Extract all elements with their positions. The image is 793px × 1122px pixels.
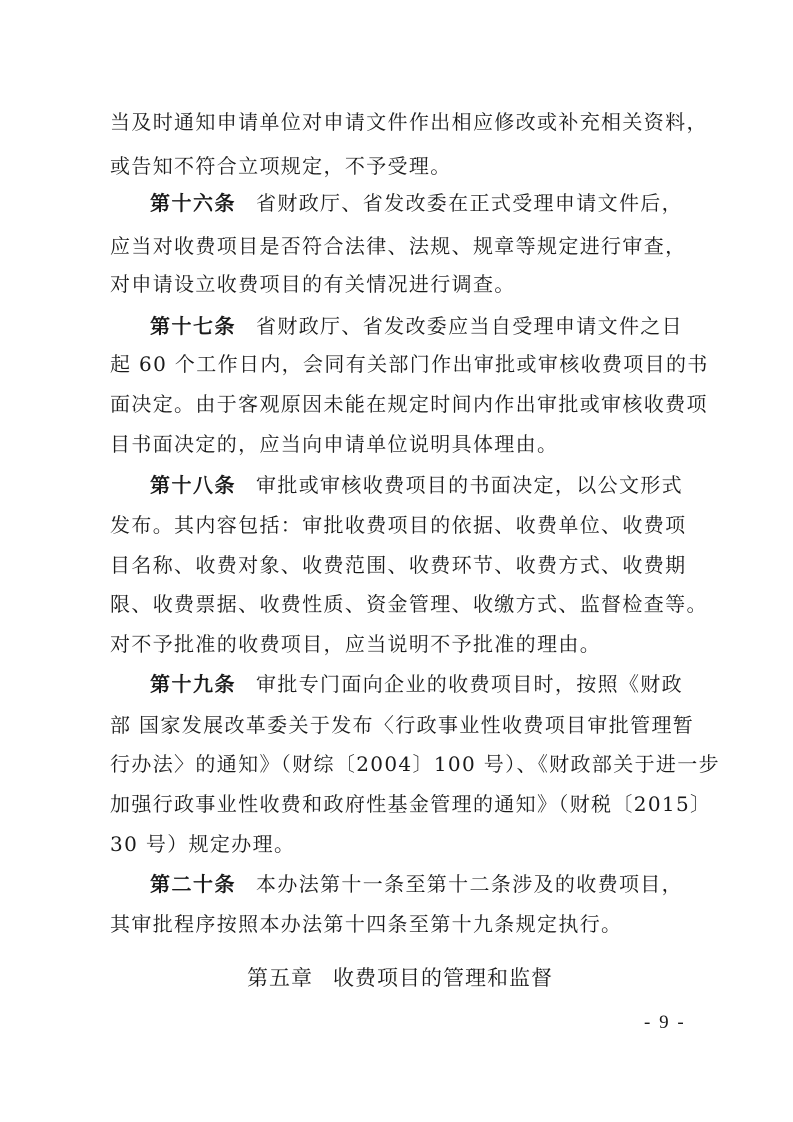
article-number: 第十八条 [150,473,236,497]
body-text-line: 发布。其内容包括：审批收费项目的依据、收费单位、收费项 [110,513,687,537]
chapter-heading [247,963,553,993]
body-text-line: 应当对收费项目是否符合法律、法规、规章等规定进行审查， [110,234,687,258]
body-text-line: 30 号）规定办理。 [110,832,296,856]
body-text-line: 目名称、收费对象、收费范围、收费环节、收费方式、收费期 [110,553,687,577]
body-text-line: 面决定。由于客观原因未能在规定时间内作出审批或审核收费项 [110,392,708,416]
body-text-line: 目书面决定的，应当向申请单位说明具体理由。 [110,432,559,456]
article-number: 第十九条 [150,672,236,696]
article-16-first-line: 第十六条 省财政厅、省发改委在正式受理申请文件后， [150,191,683,215]
chapter-title: 收费项目的管理和监督 [333,966,553,990]
body-text-line: 行办法〉的通知》（财综〔2004〕100 号）、《财政部关于进一步 [110,752,720,776]
article-number: 第十七条 [150,314,236,338]
article-17-first-line: 第十七条 省财政厅、省发改委应当自受理申请文件之日 [150,314,683,338]
page-number: - 9 - [644,1012,686,1033]
body-text-line: 或告知不符合立项规定，不予受理。 [110,154,452,178]
article-number: 第二十条 [150,872,236,896]
body-text-line: 当及时通知申请单位对申请文件作出相应修改或补充相关资料， [110,110,708,134]
body-text-line: 限、收费票据、收费性质、资金管理、收缴方式、监督检查等。 [110,592,708,616]
body-text-line: 起 60 个工作日内，会同有关部门作出审批或审核收费项目的书 [110,352,709,376]
article-number: 第十六条 [150,191,236,215]
body-text-line: 其审批程序按照本办法第十四条至第十九条规定执行。 [110,912,623,936]
chapter-number: 第五章 [247,966,313,990]
article-19-first-line: 第十九条 审批专门面向企业的收费项目时，按照《财政 [150,672,683,696]
article-18-first-line: 第十八条 审批或审核收费项目的书面决定，以公文形式 [150,473,683,497]
body-text-line: 对申请设立收费项目的有关情况进行调查。 [110,272,516,296]
body-text-line: 对不予批准的收费项目，应当说明不予批准的理由。 [110,632,602,656]
body-text-line: 加强行政事业性收费和政府性基金管理的通知》（财税〔2015〕 [110,792,712,816]
article-20-first-line: 第二十条 本办法第十一条至第十二条涉及的收费项目， [150,872,683,896]
body-text-line: 部 国家发展改革委关于发布〈行政事业性收费项目审批管理暂 [110,713,695,737]
